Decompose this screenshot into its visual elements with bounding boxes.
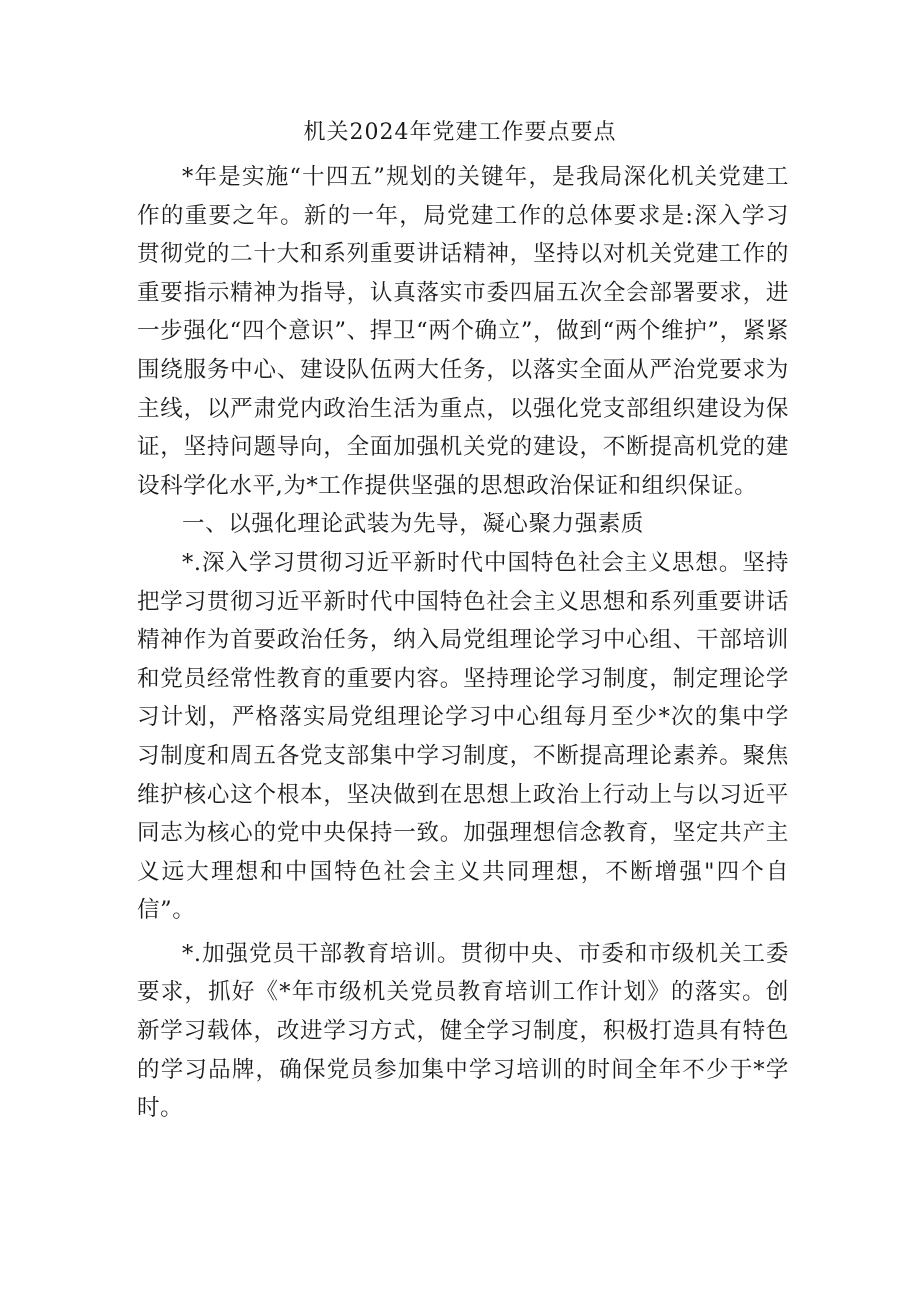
section-heading: 一、以强化理论武装为先导，凝心聚力强素质 (182, 511, 645, 538)
intro-paragraph: *年是实施“十四五”规划的关键年，是我局深化机关党建工作的重要之年。新的一年，局党建工作的总体要求是:深入学习贯彻党的二十大和系列重要讲话精神，坚持以对机关党建工作的重要指示精神为指导，认真落实市委四届五次全会部署要求，进一步强化“四个意识”、捍卫“两个确立”，做到“两个维护”，紧紧围绕服务中心、建设队伍两大任务，以落实全面从严治党要求为主线，以严肃党内政治生活为重点，以强化党支部组织建设为保证，坚持问题导向，全面加强机关党的建设，不断提高机党的建设科学化水平,为*工作提供坚强的思想政治保证和组织保证。 (137, 164, 789, 499)
document-title: 机关2024年党建工作要点要点 (303, 120, 617, 145)
document-body (137, 158, 789, 1128)
item-paragraph: *.深入学习贯彻习近平新时代中国特色社会主义思想。坚持把学习贯彻习近平新时代中国特色社会主义思想和系列重要讲话精神作为首要政治任务，纳入局党组理论学习中心组、干部培训和党员经常性教育的重要内容。坚持理论学习制度，制定理论学习计划，严格落实局党组理论学习中心组每月至少*次的集中学习制度和周五各党支部集中学习制度，不断提高理论素养。聚焦维护核心这个根本，坚决做到在思想上政治上行动上与以习近平同志为核心的党中央保持一致。加强理想信念教育，坚定共产主义远大理想和中国特色社会主义共同理想，不断增强"四个自信”。 (137, 549, 789, 924)
item-paragraph: *.加强党员干部教育培训。贯彻中央、市委和市级机关工委要求，抓好《*年市级机关党员教育培训工作计划》的落实。创新学习载体，改进学习方式，健全学习制度，积极打造具有特色的学习品牌，确保党员参加集中学习培训的时间全年不少于*学时。 (137, 940, 789, 1122)
